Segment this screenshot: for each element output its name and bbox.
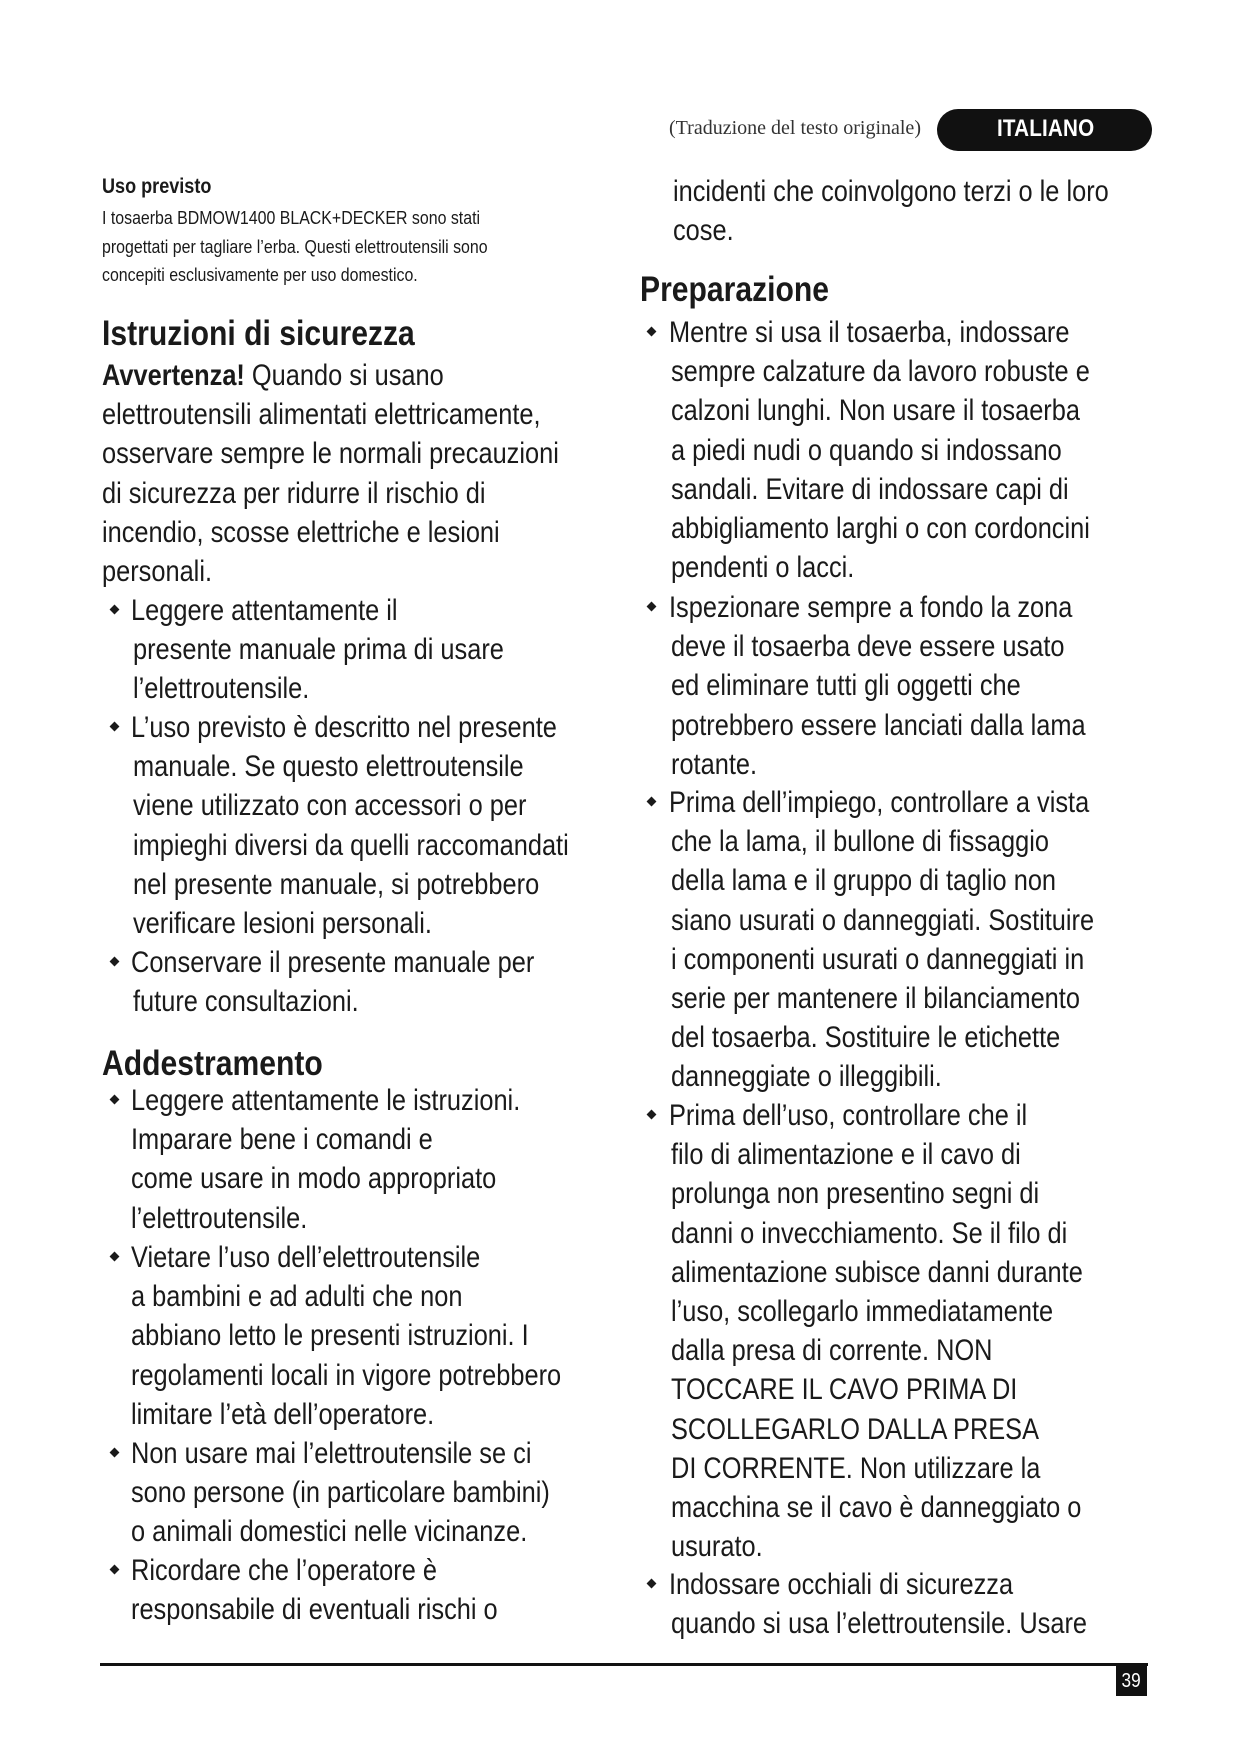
language-label: ITALIANO — [997, 115, 1095, 142]
preparazione-heading: Preparazione — [640, 270, 830, 309]
bullet-icon — [110, 605, 120, 615]
bullet-icon — [110, 722, 120, 732]
uso-previsto-text: I tosaerba BDMOW1400 BLACK+DECKER sono stati progettati per tagliare l’erba. Questi elettroutensili sono concepiti esclusivamente per uso domestico. — [102, 207, 488, 285]
warning-label: Avvertenza! — [102, 359, 245, 392]
bullet-icon — [647, 797, 657, 807]
bullet-icon — [110, 1565, 120, 1575]
bullet-icon — [110, 957, 120, 967]
safety-warning: Avvertenza! Quando si usano elettroutensili alimentati elettricamente, osservare sempre le normali precauzioni di sicurezza per ridurre il rischio di incendio, scosse elettriche e lesioni personali. — [102, 359, 559, 589]
bullet-icon — [647, 327, 657, 337]
bullet-icon — [647, 1110, 657, 1120]
page-number: 39 — [1116, 1666, 1147, 1696]
footer-divider — [100, 1663, 1148, 1666]
bullet-icon — [110, 1095, 120, 1105]
continued-text: incidenti che coinvolgono terzi o le loro cose. — [673, 175, 1109, 248]
uso-previsto-heading: Uso previsto — [102, 175, 212, 198]
translation-note: (Traduzione del testo originale) — [669, 117, 921, 139]
bullet-icon — [110, 1448, 120, 1458]
bullet-icon — [647, 602, 657, 612]
sicurezza-heading: Istruzioni di sicurezza — [102, 314, 415, 353]
addestramento-heading: Addestramento — [102, 1044, 323, 1083]
bullet-icon — [647, 1579, 657, 1589]
bullet-icon — [110, 1252, 120, 1262]
